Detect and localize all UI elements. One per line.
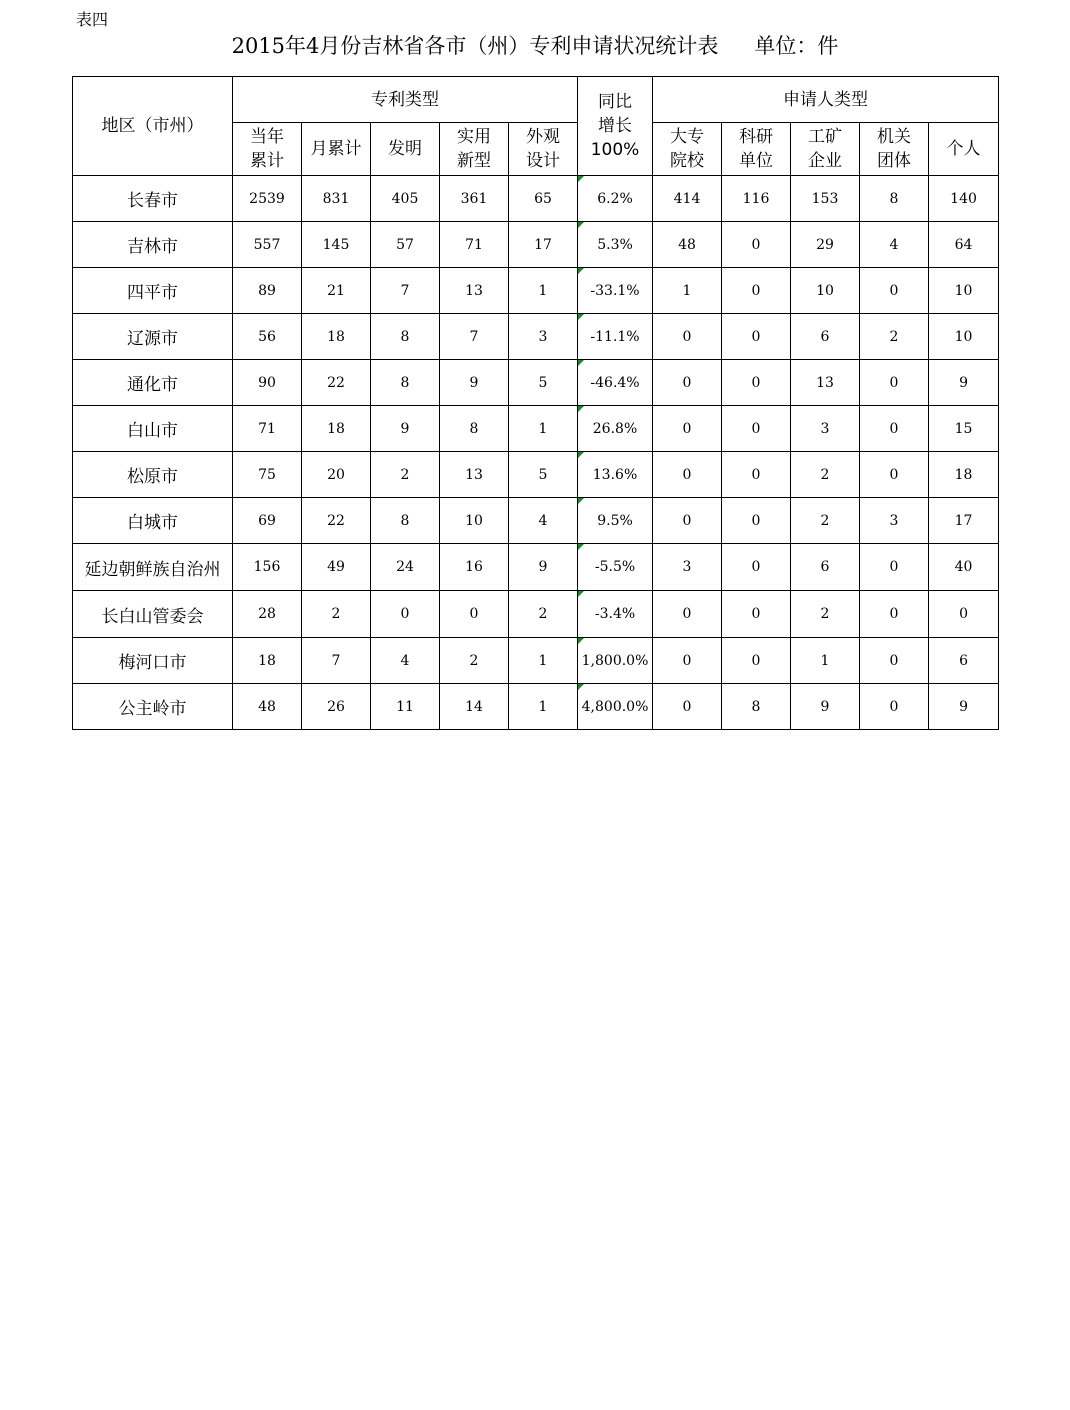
- design-cell: 1: [509, 638, 578, 684]
- college-cell: 48: [653, 222, 722, 268]
- table-row: [73, 222, 999, 268]
- region-cell: 公主岭市: [73, 684, 233, 730]
- month-total-cell: 18: [302, 406, 371, 452]
- header-research-unit: [722, 123, 791, 176]
- individual-cell: 64: [929, 222, 999, 268]
- design-cell: 65: [509, 176, 578, 222]
- region-cell: 松原市: [73, 452, 233, 498]
- table-row: [73, 406, 999, 452]
- region-cell: 吉林市: [73, 222, 233, 268]
- utility-model-cell: 0: [440, 591, 509, 638]
- enterprise-cell: 1: [791, 638, 860, 684]
- year-total-cell: 56: [233, 314, 302, 360]
- utility-model-cell: 71: [440, 222, 509, 268]
- yoy-growth-cell: 13.6%: [578, 452, 653, 498]
- month-total-cell: 49: [302, 544, 371, 591]
- design-cell: 1: [509, 684, 578, 730]
- region-cell: 白城市: [73, 498, 233, 544]
- yoy-growth-cell: 4,800.0%: [578, 684, 653, 730]
- region-cell: 梅河口市: [73, 638, 233, 684]
- utility-model-cell: 10: [440, 498, 509, 544]
- year-total-cell: 89: [233, 268, 302, 314]
- utility-model-cell: 14: [440, 684, 509, 730]
- individual-cell: 140: [929, 176, 999, 222]
- header-year-total: [233, 123, 302, 176]
- region-cell: 长春市: [73, 176, 233, 222]
- month-total-cell: 2: [302, 591, 371, 638]
- enterprise-cell: 10: [791, 268, 860, 314]
- agency-cell: 0: [860, 268, 929, 314]
- design-cell: 2: [509, 591, 578, 638]
- invention-cell: 405: [371, 176, 440, 222]
- utility-model-cell: 13: [440, 268, 509, 314]
- agency-cell: 8: [860, 176, 929, 222]
- design-cell: 4: [509, 498, 578, 544]
- table-row: [73, 176, 999, 222]
- header-line: 院校: [670, 151, 705, 171]
- college-cell: 0: [653, 498, 722, 544]
- utility-model-cell: 8: [440, 406, 509, 452]
- year-total-cell: 75: [233, 452, 302, 498]
- header-line: 发明: [388, 139, 422, 159]
- individual-cell: 15: [929, 406, 999, 452]
- year-total-cell: 156: [233, 544, 302, 591]
- utility-model-cell: 16: [440, 544, 509, 591]
- year-total-cell: 48: [233, 684, 302, 730]
- yoy-growth-cell: 26.8%: [578, 406, 653, 452]
- individual-cell: 0: [929, 591, 999, 638]
- table-row: [73, 684, 999, 730]
- header-individual: [929, 123, 999, 176]
- design-cell: 3: [509, 314, 578, 360]
- enterprise-cell: 6: [791, 314, 860, 360]
- month-total-cell: 18: [302, 314, 371, 360]
- college-cell: 0: [653, 406, 722, 452]
- header-row-1: [73, 77, 999, 123]
- utility-model-cell: 361: [440, 176, 509, 222]
- region-cell: 通化市: [73, 360, 233, 406]
- table-row: [73, 498, 999, 544]
- research-unit-cell: 0: [722, 222, 791, 268]
- header-line: 新型: [457, 151, 491, 171]
- agency-cell: 4: [860, 222, 929, 268]
- header-utility-model: [440, 123, 509, 176]
- design-cell: 5: [509, 360, 578, 406]
- header-line: 个人: [946, 139, 981, 159]
- research-unit-cell: 0: [722, 406, 791, 452]
- college-cell: 0: [653, 591, 722, 638]
- design-cell: 9: [509, 544, 578, 591]
- invention-cell: 8: [371, 360, 440, 406]
- enterprise-cell: 3: [791, 406, 860, 452]
- header-line: 工矿: [808, 127, 843, 147]
- table-row: [73, 360, 999, 406]
- agency-cell: 0: [860, 452, 929, 498]
- design-cell: 1: [509, 268, 578, 314]
- month-total-cell: 21: [302, 268, 371, 314]
- region-cell: 辽源市: [73, 314, 233, 360]
- enterprise-cell: 13: [791, 360, 860, 406]
- invention-cell: 0: [371, 591, 440, 638]
- table-row: [73, 638, 999, 684]
- research-unit-cell: 0: [722, 498, 791, 544]
- month-total-cell: 22: [302, 360, 371, 406]
- yoy-growth-cell: -46.4%: [578, 360, 653, 406]
- invention-cell: 9: [371, 406, 440, 452]
- yoy-growth-cell: -3.4%: [578, 591, 653, 638]
- header-patent-type: 专利类型: [233, 77, 578, 123]
- table-row: [73, 544, 999, 591]
- table-row: [73, 452, 999, 498]
- year-total-cell: 28: [233, 591, 302, 638]
- research-unit-cell: 0: [722, 360, 791, 406]
- design-cell: 5: [509, 452, 578, 498]
- header-design: [509, 123, 578, 176]
- unit-label: 单位：件: [754, 34, 839, 58]
- month-total-cell: 22: [302, 498, 371, 544]
- yoy-growth-cell: 6.2%: [578, 176, 653, 222]
- invention-cell: 24: [371, 544, 440, 591]
- header-applicant-type: 申请人类型: [653, 77, 999, 123]
- agency-cell: 0: [860, 406, 929, 452]
- agency-cell: 0: [860, 360, 929, 406]
- individual-cell: 10: [929, 268, 999, 314]
- college-cell: 1: [653, 268, 722, 314]
- invention-cell: 8: [371, 498, 440, 544]
- header-line: 单位: [739, 151, 774, 171]
- research-unit-cell: 0: [722, 591, 791, 638]
- month-total-cell: 26: [302, 684, 371, 730]
- header-college: [653, 123, 722, 176]
- agency-cell: 3: [860, 498, 929, 544]
- individual-cell: 9: [929, 360, 999, 406]
- research-unit-cell: 8: [722, 684, 791, 730]
- invention-cell: 2: [371, 452, 440, 498]
- yoy-growth-cell: -33.1%: [578, 268, 653, 314]
- year-total-cell: 18: [233, 638, 302, 684]
- design-cell: 17: [509, 222, 578, 268]
- invention-cell: 57: [371, 222, 440, 268]
- header-line: 团体: [877, 151, 912, 171]
- research-unit-cell: 0: [722, 544, 791, 591]
- research-unit-cell: 0: [722, 268, 791, 314]
- header-yoy-growth: [578, 77, 653, 176]
- year-total-cell: 69: [233, 498, 302, 544]
- individual-cell: 9: [929, 684, 999, 730]
- header-line: 外观: [526, 127, 560, 147]
- individual-cell: 10: [929, 314, 999, 360]
- header-line: 月累计: [310, 139, 362, 159]
- agency-cell: 0: [860, 591, 929, 638]
- year-total-cell: 2539: [233, 176, 302, 222]
- individual-cell: 40: [929, 544, 999, 591]
- utility-model-cell: 13: [440, 452, 509, 498]
- header-line: 机关: [877, 127, 912, 147]
- individual-cell: 17: [929, 498, 999, 544]
- college-cell: 0: [653, 314, 722, 360]
- enterprise-cell: 9: [791, 684, 860, 730]
- college-cell: 0: [653, 638, 722, 684]
- research-unit-cell: 0: [722, 452, 791, 498]
- enterprise-cell: 6: [791, 544, 860, 591]
- individual-cell: 18: [929, 452, 999, 498]
- region-cell: 四平市: [73, 268, 233, 314]
- yoy-growth-cell: 1,800.0%: [578, 638, 653, 684]
- header-agency: [860, 123, 929, 176]
- invention-cell: 8: [371, 314, 440, 360]
- region-cell: 长白山管委会: [73, 591, 233, 638]
- college-cell: 3: [653, 544, 722, 591]
- header-line: 企业: [808, 151, 843, 171]
- header-line: 大专: [670, 127, 705, 147]
- year-total-cell: 557: [233, 222, 302, 268]
- enterprise-cell: 153: [791, 176, 860, 222]
- year-total-cell: 90: [233, 360, 302, 406]
- header-yoy-line: 增长: [598, 116, 633, 136]
- table-label: 表四: [76, 10, 109, 29]
- title-text: 2015年4月份吉林省各市（州）专利申请状况统计表: [231, 34, 719, 58]
- invention-cell: 11: [371, 684, 440, 730]
- header-month-total: [302, 123, 371, 176]
- college-cell: 414: [653, 176, 722, 222]
- header-line: 累计: [250, 151, 284, 171]
- research-unit-cell: 116: [722, 176, 791, 222]
- month-total-cell: 7: [302, 638, 371, 684]
- utility-model-cell: 2: [440, 638, 509, 684]
- enterprise-cell: 29: [791, 222, 860, 268]
- invention-cell: 7: [371, 268, 440, 314]
- region-cell: 延边朝鲜族自治州: [73, 544, 233, 591]
- enterprise-cell: 2: [791, 452, 860, 498]
- agency-cell: 0: [860, 684, 929, 730]
- agency-cell: 0: [860, 544, 929, 591]
- college-cell: 0: [653, 360, 722, 406]
- enterprise-cell: 2: [791, 591, 860, 638]
- header-line: 设计: [526, 151, 560, 171]
- header-line: 当年: [250, 127, 284, 147]
- invention-cell: 4: [371, 638, 440, 684]
- college-cell: 0: [653, 452, 722, 498]
- table-row: [73, 268, 999, 314]
- document-title: [0, 30, 1070, 60]
- header-yoy-line: 同比: [598, 92, 633, 112]
- yoy-growth-cell: 9.5%: [578, 498, 653, 544]
- yoy-growth-cell: -5.5%: [578, 544, 653, 591]
- year-total-cell: 71: [233, 406, 302, 452]
- yoy-growth-cell: 5.3%: [578, 222, 653, 268]
- research-unit-cell: 0: [722, 314, 791, 360]
- header-yoy-line: 100%: [590, 140, 640, 160]
- month-total-cell: 145: [302, 222, 371, 268]
- agency-cell: 2: [860, 314, 929, 360]
- individual-cell: 6: [929, 638, 999, 684]
- table-row: [73, 591, 999, 638]
- header-line: 科研: [739, 127, 774, 147]
- region-cell: 白山市: [73, 406, 233, 452]
- patent-statistics-table: [72, 76, 999, 730]
- header-line: 实用: [457, 127, 491, 147]
- month-total-cell: 20: [302, 452, 371, 498]
- table-row: [73, 314, 999, 360]
- month-total-cell: 831: [302, 176, 371, 222]
- enterprise-cell: 2: [791, 498, 860, 544]
- utility-model-cell: 7: [440, 314, 509, 360]
- header-invention: [371, 123, 440, 176]
- header-enterprise: [791, 123, 860, 176]
- agency-cell: 0: [860, 638, 929, 684]
- design-cell: 1: [509, 406, 578, 452]
- header-region: 地区（市州）: [73, 77, 233, 176]
- research-unit-cell: 0: [722, 638, 791, 684]
- utility-model-cell: 9: [440, 360, 509, 406]
- yoy-growth-cell: -11.1%: [578, 314, 653, 360]
- college-cell: 0: [653, 684, 722, 730]
